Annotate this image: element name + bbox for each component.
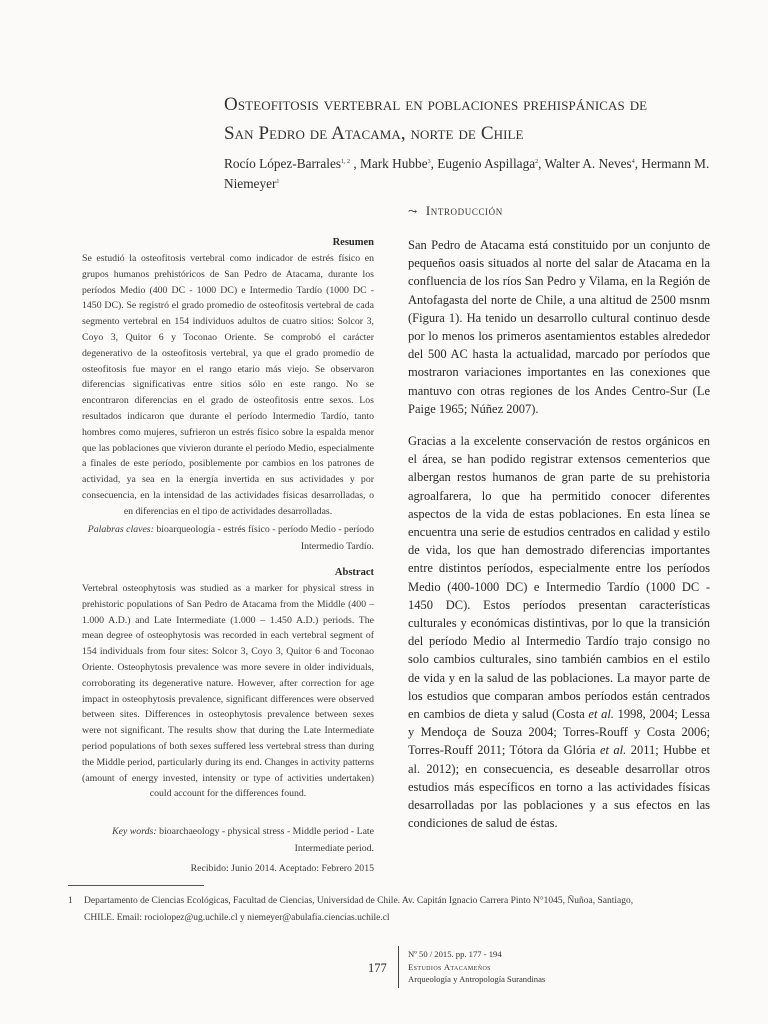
author-neves: , Walter A. Neves	[538, 156, 632, 171]
journal-issue: Nº 50 / 2015. pp. 177 - 194	[408, 949, 502, 959]
keywords-text: bioarchaeology - physical stress - Middle period - Late Intermediate period.	[156, 826, 374, 854]
footnote-line-2: CHILE. Email: rociolopez@ug.uchile.cl y niemeyer@abulafia.ciencias.uchile.cl	[84, 913, 390, 923]
section-heading-text: Introducción	[425, 203, 503, 218]
abstract-keywords	[82, 823, 374, 857]
paragraph-text: San Pedro de Atacama está constituido por un conjunto de pequeños oasis situados al norte del salar de Atacama en la confluencia de los ríos San Pedro y Vilama, en la Región de Antofagasta del norte de Chile, a una altitud de 2500 msnm (Figura 1). Ha tenido un desarrollo cultural continuo desde por lo menos los primeros asentamientos estables alrededor del 500 AC hasta la actualidad, marcado por períodos que mostraron variaciones importantes en las conexiones que mantuvo con otras regiones de los Andes Centro-Sur (Le Paige 1965; Núñez 2007).	[408, 238, 710, 416]
title-line-2: San Pedro de Atacama, norte de Chile	[224, 123, 524, 144]
author-niemeyer: , Hermann M. Niemeyer	[224, 156, 710, 191]
body-paragraph-1	[408, 236, 710, 418]
author-lopez: Rocío López-Barrales	[224, 156, 342, 171]
footer-divider	[398, 946, 399, 988]
author-hubbe: , Mark Hubbe	[350, 156, 428, 171]
footnote-divider	[68, 885, 204, 886]
resumen-heading: Resumen	[332, 237, 374, 248]
paragraph-segment: Gracias a la excelente conservación de restos orgánicos en el área, se han podido registrar extensos cementerios que albergan restos humanos de gran parte de su prehistoria agroalfarera, lo que ha permitido conocer diferentes aspectos de la vida de estas poblaciones. En esta línea se encuentra una serie de estudios centrados en calidad y estilo de vida, los que han demostrado diferencias importantes entre distintos períodos, especialmente entre los períodos Medio (400-1000 DC) e Intermedio Tardío (1000 DC - 1450 DC). Estos períodos presentan características culturales y económicas distintivas, por lo que la transición del período Medio al Intermedio Tardío trajo consigo no solo cambios culturales, sino también cambios en el estilo de vida y en la salud de las poblaciones. La mayor parte de los estudios que comparan ambos períodos están centrados en cambios de dieta y salud (Costa	[408, 434, 710, 722]
footnote-line-1: Departamento de Ciencias Ecológicas, Facultad de Ciencias, Universidad de Chile. Av. Capitán Ignacio Carrera Pinto N°1045, Ñuñoa, Santiago,	[84, 896, 634, 906]
body-paragraph-2	[408, 432, 710, 832]
citation-etal: et al.	[599, 743, 627, 758]
page-number: 177	[368, 961, 387, 975]
paragraph-text	[408, 432, 710, 832]
journal-name: Estudios Atacameños	[408, 961, 491, 972]
journal-info	[408, 948, 545, 986]
citation-etal: et al.	[588, 707, 614, 722]
affiliation-mark: 2	[535, 159, 539, 165]
footnote	[68, 893, 713, 927]
affiliation-mark: 1, 2	[341, 159, 351, 165]
affiliation-mark: 4	[631, 159, 635, 165]
keywords-text: bioarqueología - estrés físico - período Medio - período Intermedio Tardío.	[153, 524, 374, 552]
paragraph-segment: 2011; Hubbe et al. 2012); en consecuencia, es deseable desarrollar otros estudios más específicos en torno a las actividades físicas desarrolladas por las poblaciones y a sus efectos en las condiciones de salud de éstas.	[408, 743, 710, 831]
footnote-number: 1	[68, 896, 73, 906]
abstract-heading: Abstract	[334, 567, 374, 578]
author-list	[224, 153, 714, 193]
affiliation-mark: 3	[427, 159, 431, 165]
author-aspillaga: , Eugenio Aspillaga	[430, 156, 536, 171]
keywords-label: Palabras claves:	[87, 524, 154, 535]
abstract-text: Vertebral osteophytosis was studied as a marker for physical stress in prehistoric populations of San Pedro de Atacama from the Middle (400 – 1.000 A.D.) and Late Intermediate (1.000 – 1.450 A.D.) periods. The mean degree of osteophytosis was recorded in each vertebral segment of 154 individuals from four sites: Solcor 3, Coyo 3, Quitor 6 and Toconao Oriente. Osteophytosis prevalence was more severe in older individuals, corroborating its degenerative nature. However, after correction for age impact in osteophytosis prevalence, significant differences were observed between sites. Differences in osteophytosis prevalence between sexes were not significant. The results show that during the Late Intermediate period populations of both sexes suffered less vertebral stress than during the Middle period, particularly during its end. Changes in activity patterns (amount of energy invested, intensity or type of activities undertaken) could account for the differences found.	[82, 583, 374, 800]
affiliation-mark: 1	[276, 179, 280, 185]
received-dates: Recibido: Junio 2014. Aceptado: Febrero 2015	[190, 863, 374, 874]
section-heading-introduccion	[408, 203, 503, 219]
title-line-1: Osteofitosis vertebral en poblaciones prehispánicas de	[224, 94, 648, 115]
resumen-text: Se estudió la osteofitosis vertebral como indicador de estrés físico en grupos humanos prehistóricos de San Pedro de Atacama, durante los períodos Medio (400 DC - 1000 DC) e Intermedio Tardío (1000 DC - 1450 DC). Se registró el grado promedio de osteofitosis vertebral de cada segmento vertebral en 154 individuos adultos de cuatro sitios: Solcor 3, Coyo 3, Quitor 6 y Toconao Oriente. Se comprobó el carácter degenerativo de la osteofitosis vertebral, ya que el grado promedio de osteofitosis fue mayor en el rango etario más viejo. Se observaron diferencias significativas entre sitios sólo en este rango. No se encontraron diferencias en el grado de osteofitosis entre sexos. Los resultados indicaron que durante el período Intermedio Tardío, tanto hombres como mujeres, sufrieron un estrés físico sobre la espalda menor que las poblaciones que vivieron durante el período Medio, especialmente a finales de este período, posiblemente por cambios en los patrones de actividad, ya sea en la energía invertida en sus actividades y por consecuencia, en la intensidad de las actividades físicas desarrolladas, o en diferencias en el tipo de actividades desarrolladas.	[82, 253, 374, 517]
keywords-label: Key words:	[112, 826, 157, 837]
article-title	[224, 90, 724, 148]
section-marker-icon: ⤳	[408, 206, 418, 218]
paragraph-segment: 1998, 2004; Lessa y Mendoça de Souza 2004; Torres-Rouff y Costa 2006; Torres-Rouff 2011; Tótora da Glória	[408, 707, 710, 758]
resumen-keywords	[82, 521, 374, 555]
journal-subtitle: Arqueología y Antropología Surandinas	[408, 974, 546, 984]
